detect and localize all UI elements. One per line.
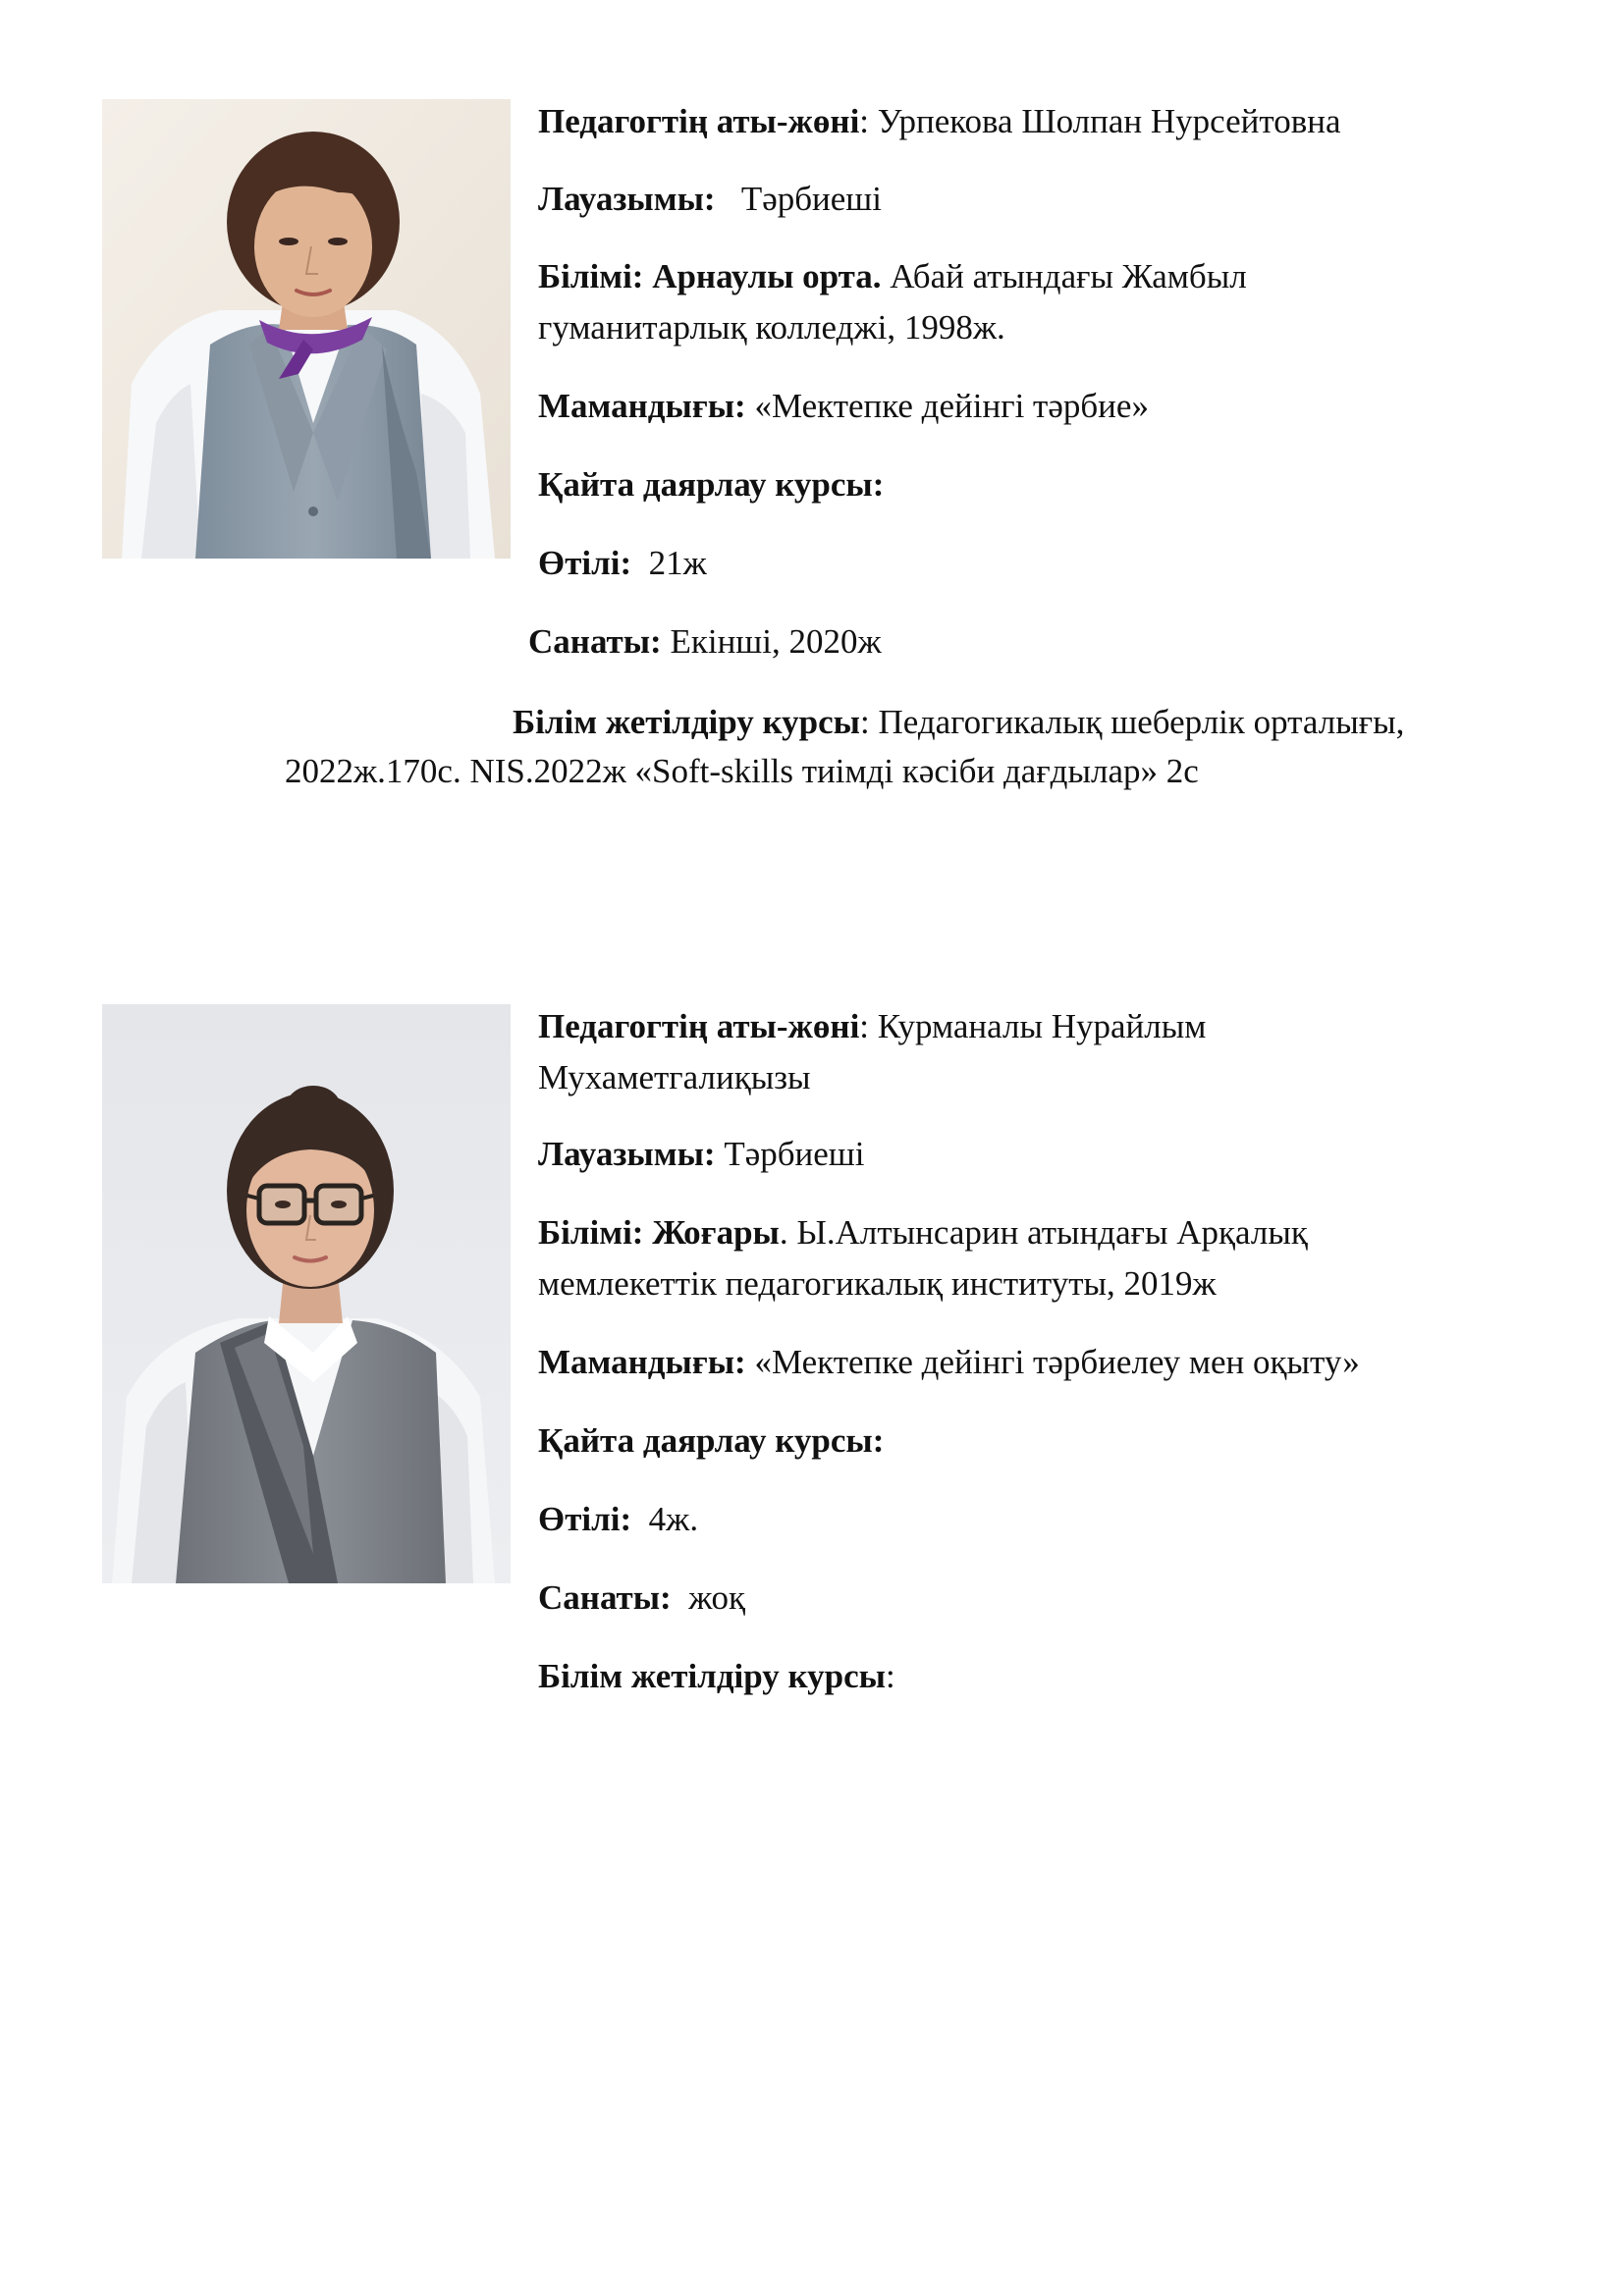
name-value-line2: Мухаметгалиқызы	[538, 1058, 811, 1096]
name-label: Педагогтің аты-жөні	[538, 102, 860, 140]
specialty-label: Мамандығы:	[538, 1343, 746, 1381]
category-label: Санаты:	[528, 622, 662, 661]
position-value: Тәрбиеші	[740, 180, 882, 218]
education-value-line2: мемлекеттік педагогикалық институты, 2019ж	[538, 1264, 1217, 1303]
training-separator: :	[886, 1657, 895, 1695]
specialty-value: «Мектепке дейінгі тәрбие»	[754, 387, 1149, 425]
category-value: жоқ	[688, 1578, 746, 1617]
training-value-line2: 2022ж.170с. NIS.2022ж «Soft-skills тиімді кәсіби дағдылар» 2с	[285, 752, 1199, 790]
name-value: Курманалы Нурайлым	[877, 1007, 1207, 1045]
name-separator: :	[859, 1007, 878, 1045]
retraining-label: Қайта даярлау курсы:	[538, 1421, 885, 1460]
experience-label: Өтілі:	[538, 544, 632, 582]
retraining-row-2	[538, 1415, 884, 1467]
name-value: Урпекова Шолпан Нурсейтовна	[877, 102, 1341, 140]
experience-row-2	[538, 1494, 698, 1545]
training-separator: :	[860, 703, 879, 741]
name-separator: :	[859, 102, 878, 140]
training-label: Білім жетілдіру курсы	[513, 703, 860, 741]
training-label: Білім жетілдіру курсы	[538, 1657, 886, 1695]
name-row-2-continued	[538, 1052, 811, 1103]
education-value-line2: гуманитарлық колледжі, 1998ж.	[538, 308, 1005, 347]
education-value: . Ы.Алтынсарин атындағы Арқалық	[779, 1213, 1308, 1252]
name-row-2	[538, 1001, 1206, 1052]
education-row-2-continued	[538, 1258, 1217, 1309]
teacher-photo-2	[102, 1004, 511, 1583]
training-row-2	[538, 1651, 895, 1702]
experience-label: Өтілі:	[538, 1500, 632, 1538]
specialty-label: Мамандығы:	[538, 387, 746, 425]
training-value: Педагогикалық шеберлік орталығы,	[878, 703, 1405, 741]
education-label: Білімі: Жоғары	[538, 1213, 780, 1252]
retraining-label: Қайта даярлау курсы:	[538, 465, 885, 504]
position-label: Лауазымы:	[538, 180, 716, 218]
category-value: Екінші, 2020ж	[670, 622, 882, 661]
experience-value: 4ж.	[648, 1500, 699, 1538]
name-label: Педагогтің аты-жөні	[538, 1007, 860, 1045]
education-row-2	[538, 1207, 1308, 1258]
category-row-2	[538, 1573, 745, 1624]
education-label: Білімі: Арнаулы орта.	[538, 257, 882, 295]
category-label: Санаты:	[538, 1578, 672, 1617]
specialty-value: «Мектепке дейінгі тәрбиелеу мен оқыту»	[754, 1343, 1360, 1381]
position-value: Тәрбиеші	[724, 1135, 865, 1173]
education-value: Абай атындағы Жамбыл	[890, 257, 1247, 295]
position-label: Лауазымы:	[538, 1135, 716, 1173]
position-row-2	[538, 1129, 864, 1180]
specialty-row-2	[538, 1337, 1360, 1388]
experience-value: 21ж	[648, 544, 707, 582]
